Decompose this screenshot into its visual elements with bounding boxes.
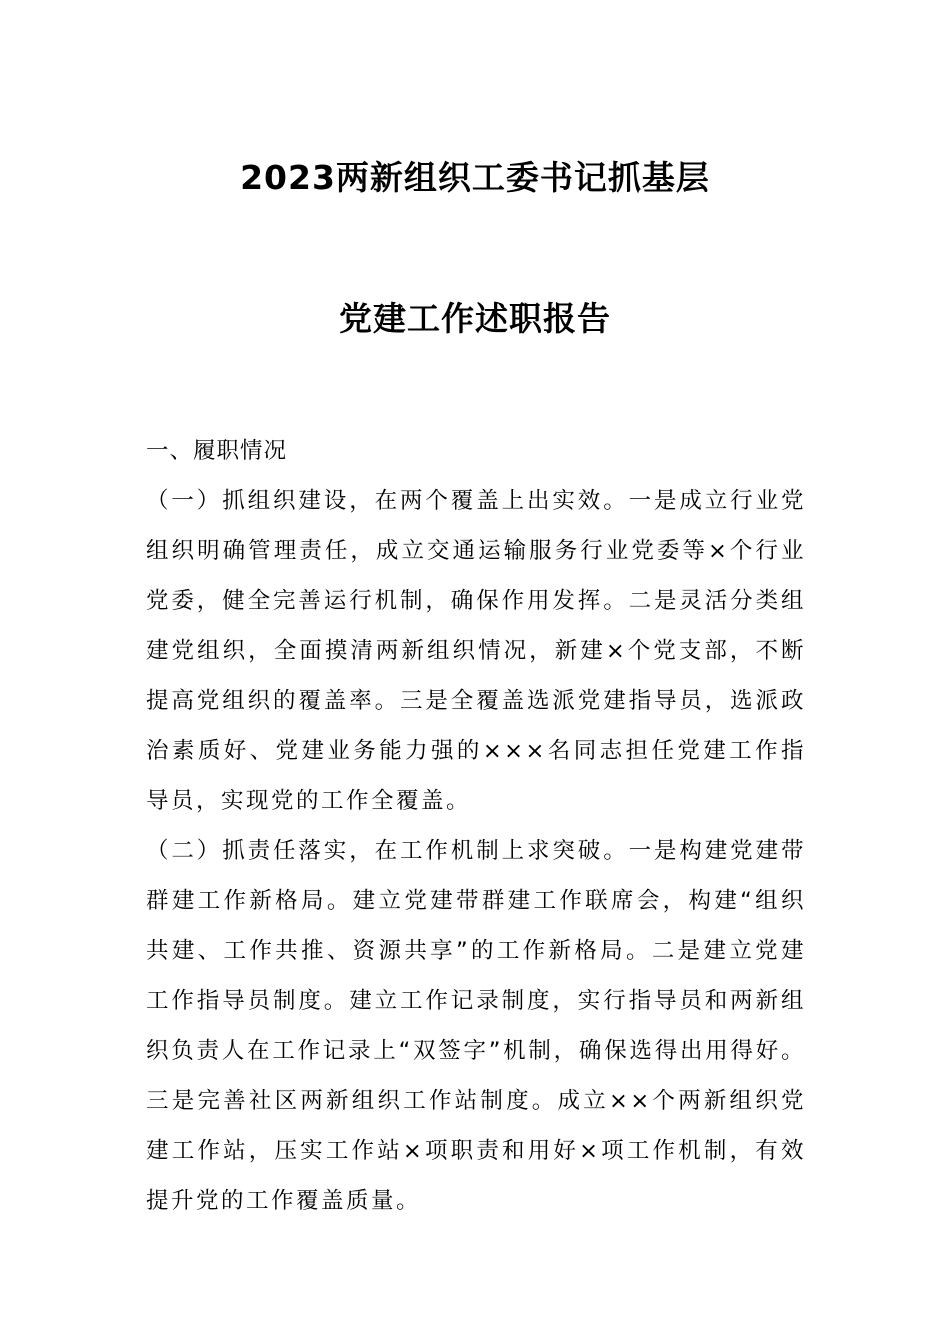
section-heading: 一、履职情况: [146, 438, 288, 464]
paragraph-responsibility-implementation: （二）抓责任落实，在工作机制上求突破。一是构建党建带群建工作新格局。建立党建带群建工作联席会，构建“组织共建、工作共推、资源共享”的工作新格局。二是建立党建工作指导员制度。建立工作记录制度，实行指导员和两新组织负责人在工作记录上“双签字”机制，确保选得出用得好。三是完善社区两新组织工作站制度。成立××个两新组织党建工作站，压实工作站×项职责和用好×项工作机制，有效提升党的工作覆盖质量。: [146, 838, 806, 1214]
paragraph-organization-building: （一）抓组织建设，在两个覆盖上出实效。一是成立行业党组织明确管理责任，成立交通运输服务行业党委等×个行业党委，健全完善运行机制，确保作用发挥。二是灵活分类组建党组织，全面摸清两新组织情况，新建×个党支部，不断提高党组织的覆盖率。三是全覆盖选派党建指导员，选派政治素质好、党建业务能力强的×××名同志担任党建工作指导员，实现党的工作全覆盖。: [146, 488, 806, 814]
document-body: [146, 426, 806, 1226]
document-title-line-2: 党建工作述职报告: [339, 299, 611, 338]
document-title-line-1: 2023两新组织工委书记抓基层: [240, 158, 710, 197]
